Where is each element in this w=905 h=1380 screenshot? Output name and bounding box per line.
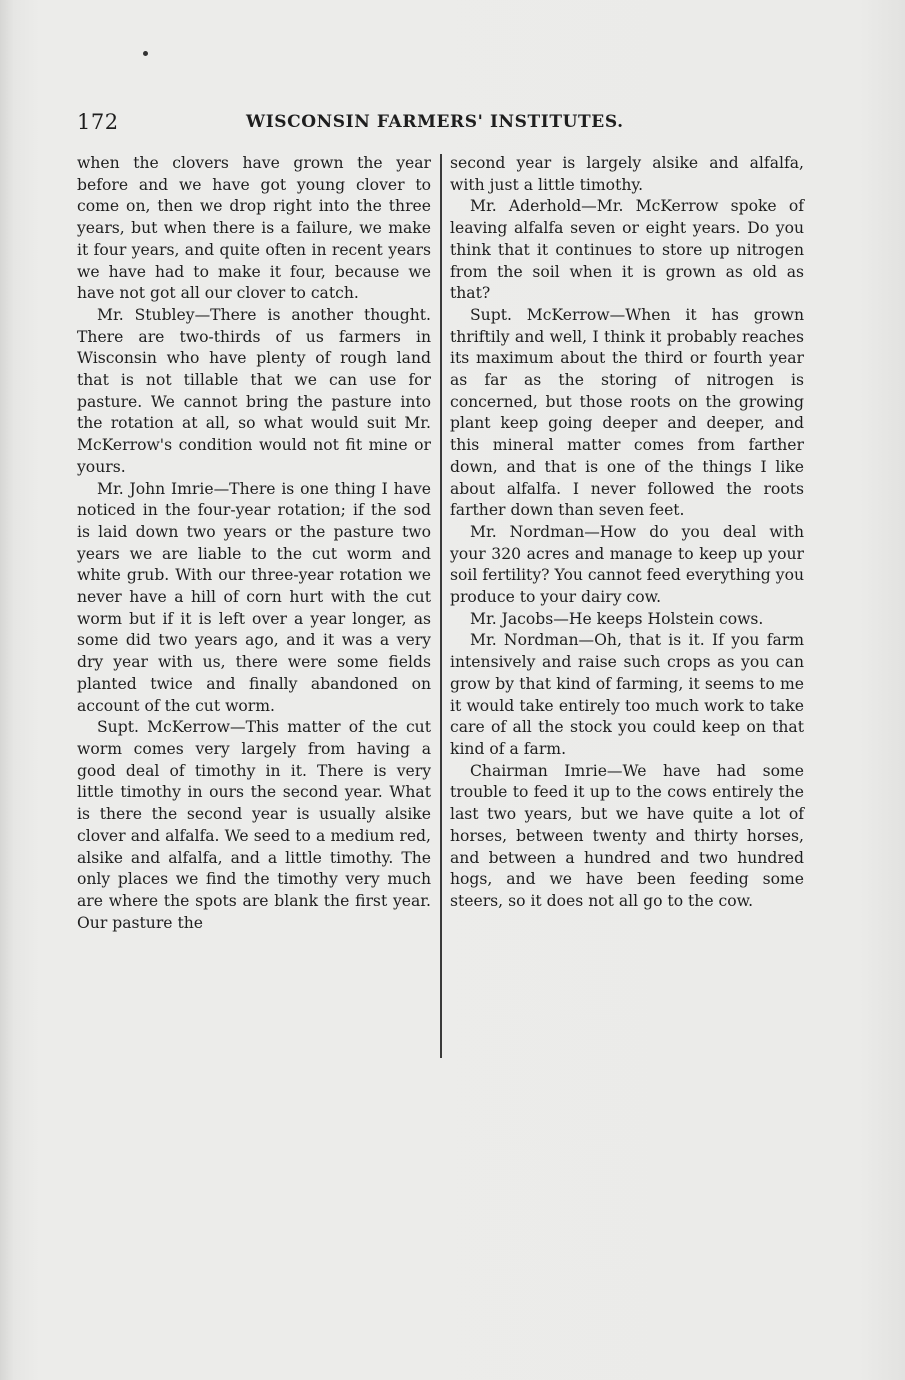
right-column — [450, 153, 804, 913]
column-divider — [440, 154, 442, 1058]
page-header — [77, 110, 837, 140]
paragraph: Mr. John Imrie—There is one thing I have noticed in the four-year rotation; if the sod is laid down two years or the pasture two years we are liable to the cut worm and white grub. With our three-year rotation we never have a hill of corn hurt with the cut worm but if it is left over a year longer, as some did two years ago, and it was a very dry year with us, there were some fields planted twice and finally abandoned on account of the cut worm. — [77, 479, 431, 715]
paragraph: Mr. Nordman—How do you deal with your 320 acres and manage to keep up your soil fertility? You cannot feed everything you produce to your dairy cow. — [450, 522, 804, 607]
paragraph: Mr. Aderhold—Mr. McKerrow spoke of leaving alfalfa seven or eight years. Do you think that it continues to store up nitrogen from the soil when it is grown as old as that? — [450, 197, 804, 303]
printing-speck — [143, 51, 148, 56]
paragraph: Mr. Nordman—Oh, that is it. If you farm intensively and raise such crops as you can grow by that kind of farming, it seems to me it would take entirely too much work to take care of all the stock you could keep on that kind of a farm. — [450, 631, 804, 758]
paragraph: Chairman Imrie—We have had some trouble to feed it up to the cows entirely the last two years, but we have quite a lot of horses, between twenty and thirty horses, and between a hundred and two hundred hogs, and we have been feeding some steers, so it does not all go to the cow. — [450, 761, 804, 910]
paragraph: second year is largely alsike and alfalfa, with just a little timothy. — [450, 154, 804, 194]
paragraph: Mr. Stubley—There is another thought. There are two-thirds of us farmers in Wisconsin who have plenty of rough land that is not tillable that we can use for pasture. We cannot bring the pasture into the rotation at all, so what would suit Mr. McKerrow's condition would not fit mine or yours. — [77, 305, 431, 476]
paragraph: Supt. McKerrow—When it has grown thriftily and well, I think it probably reaches its maximum about the third or fourth year as far as the storing of nitrogen is concerned, but those roots on the growing plant keep going deeper and deeper, and this mineral matter comes from farther down, and that is one of the things I like about alfalfa. I never followed the roots farther down than seven feet. — [450, 305, 804, 520]
running-title: WISCONSIN FARMERS' INSTITUTES. — [246, 112, 624, 132]
left-column — [77, 153, 431, 934]
paragraph: Mr. Jacobs—He keeps Holstein cows. — [470, 609, 764, 628]
paragraph: when the clovers have grown the year before and we have got young clover to come on, then we drop right into the three years, but when there is a failure, we make it four years, and quite often in recent years we have had to make it four, because we have not got all our clover to catch. — [77, 154, 431, 303]
paragraph: Supt. McKerrow—This matter of the cut worm comes very largely from having a good deal of timothy in it. There is very little timothy in ours the second year. What is there the second year is usually alsike clover and alfalfa. We seed to a medium red, alsike and alfalfa, and a little timothy. The only places we find the timothy very much are where the spots are blank the first year. Our pasture the — [77, 718, 431, 932]
page-number: 172 — [77, 110, 119, 134]
